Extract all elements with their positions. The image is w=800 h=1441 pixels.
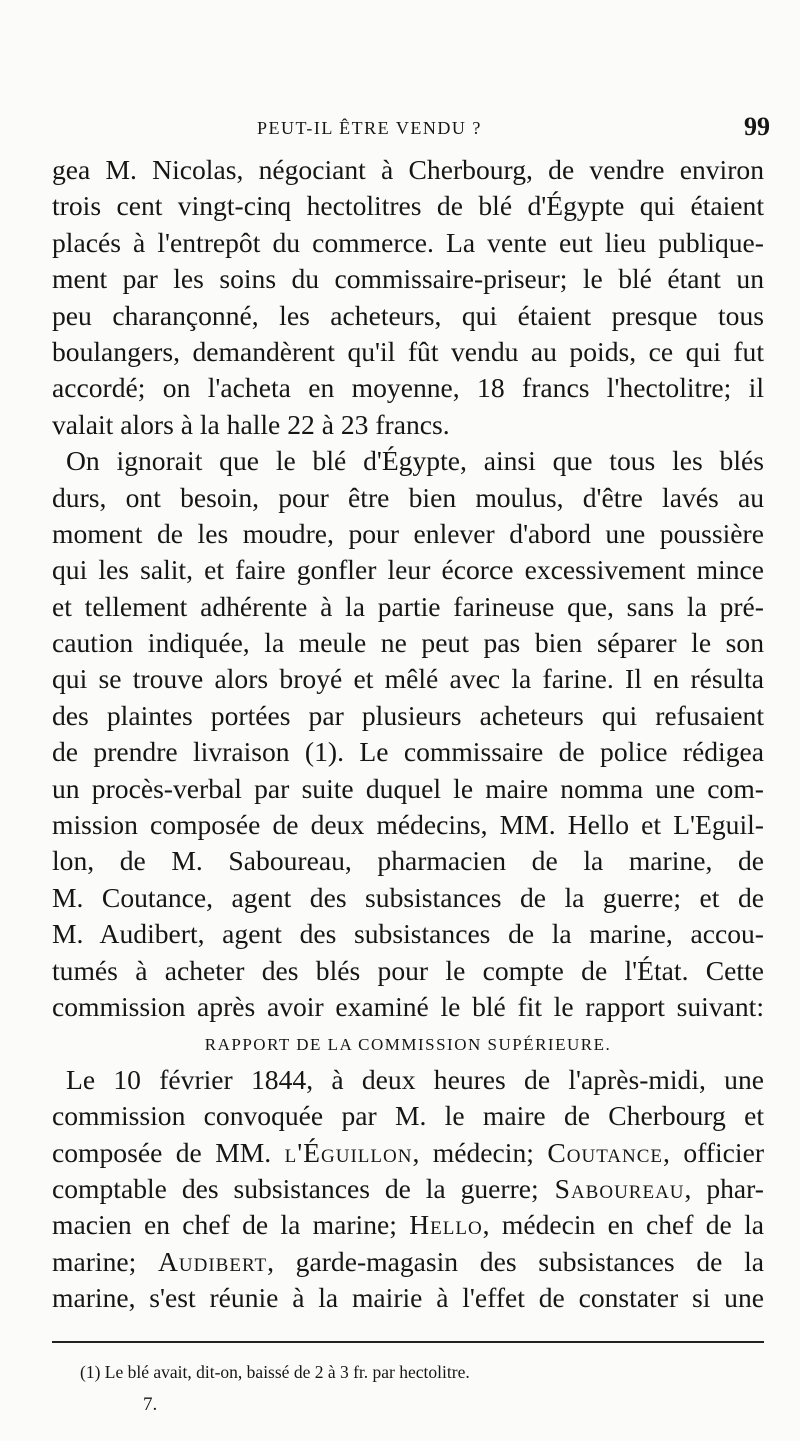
text-fragment: , phar- [684, 1172, 764, 1204]
signature-mark: 7. [143, 1394, 158, 1415]
text-line: des plaintes portées par plusieurs acheteurs qui refusaient [52, 699, 764, 731]
text-line: trois cent vingt-cinq hectolitres de blé d'Égypte qui étaient [52, 190, 764, 222]
text-line: M. Audibert, agent des subsistances de la marine, accou- [52, 918, 764, 950]
text-line: On ignorait que le blé d'Égypte, ainsi que tous les blés [66, 445, 764, 477]
text-line: de prendre livraison (1). Le commissaire de police rédigea [52, 736, 764, 768]
text-line [52, 1207, 764, 1243]
section-heading: RAPPORT DE LA COMMISSION SUPÉRIEURE. [204, 1035, 612, 1055]
text-fragment: macien en chef de la marine; [52, 1209, 410, 1241]
text-line: commission après avoir examiné le blé fit le rapport suivant: [52, 990, 764, 1022]
text-line: marine, s'est réunie à la mairie à l'effet de constater si une [52, 1282, 764, 1314]
page-number: 99 [744, 112, 770, 141]
text-line [52, 1244, 764, 1280]
text-line: valait alors à la halle 22 à 23 francs. [52, 408, 450, 440]
text-fragment: , médecin en chef de la [482, 1209, 764, 1241]
text-fragment: comptable des subsistances de la guerre; [52, 1172, 539, 1204]
text-line: qui les salit, et faire gonfler leur écorce excessivement mince [52, 554, 764, 586]
text-line: et tellement adhérente à la partie farineuse que, sans la pré- [52, 590, 764, 622]
text-line: caution indiquée, la meule ne peut pas bien séparer le son [52, 627, 764, 659]
body-text [52, 152, 764, 1317]
text-line: qui se trouve alors broyé et mêlé avec la farine. Il en résulta [52, 663, 764, 695]
person-name: l'Éguillon [284, 1136, 413, 1168]
footnote: (1) Le blé avait, dit-on, baissé de 2 à 3 fr. par hectolitre. [80, 1362, 470, 1382]
text-line: commission convoquée par M. le maire de Cherbourg et [52, 1100, 764, 1132]
text-fragment: , médecin; [412, 1136, 548, 1168]
text-line: ment par les soins du commissaire-priseur; le blé étant un [52, 263, 764, 295]
text-line [52, 1135, 764, 1171]
text-line: durs, ont besoin, pour être bien moulus, d'être lavés au [52, 481, 764, 513]
text-fragment: , garde-magasin des subsistances de la [267, 1245, 764, 1277]
page-header [52, 112, 770, 152]
text-line: accordé; on l'acheta en moyenne, 18 francs l'hectolitre; il [52, 372, 764, 404]
text-line: un procès-verbal par suite duquel le maire nomma une com- [52, 772, 764, 804]
text-line: gea M. Nicolas, négociant à Cherbourg, de vendre environ [52, 154, 764, 185]
text-line: M. Coutance, agent des subsistances de la guerre; et de [52, 881, 764, 913]
text-line: mission composée de deux médecins, MM. Hello et L'Eguil- [52, 809, 764, 841]
person-name: Hello [409, 1209, 483, 1241]
person-name: Coutance [547, 1136, 663, 1168]
text-line [52, 1171, 764, 1207]
text-fragment: marine; [52, 1245, 158, 1277]
text-line: boulangers, demandèrent qu'il fût vendu au poids, ce qui fut [52, 335, 764, 367]
text-fragment: composée de MM. [52, 1136, 285, 1168]
running-head: PEUT-IL ÊTRE VENDU ? [257, 118, 482, 138]
footnote-rule [52, 1341, 764, 1343]
text-line: tumés à acheter des blés pour le compte de l'État. Cette [52, 954, 764, 986]
text-fragment: , officier [663, 1136, 765, 1168]
text-line: lon, de M. Saboureau, pharmacien de la marine, de [52, 845, 764, 877]
text-line: placés à l'entrepôt du commerce. La vente eut lieu publique- [52, 226, 764, 258]
text-line: moment de les moudre, pour enlever d'abord une poussière [52, 517, 764, 549]
text-line: peu charançonné, les acheteurs, qui étaient presque tous [52, 299, 764, 331]
text-line: Le 10 février 1844, à deux heures de l'après-midi, une [66, 1063, 764, 1095]
person-name: Saboureau [538, 1172, 685, 1204]
person-name: Audibert [157, 1245, 268, 1277]
